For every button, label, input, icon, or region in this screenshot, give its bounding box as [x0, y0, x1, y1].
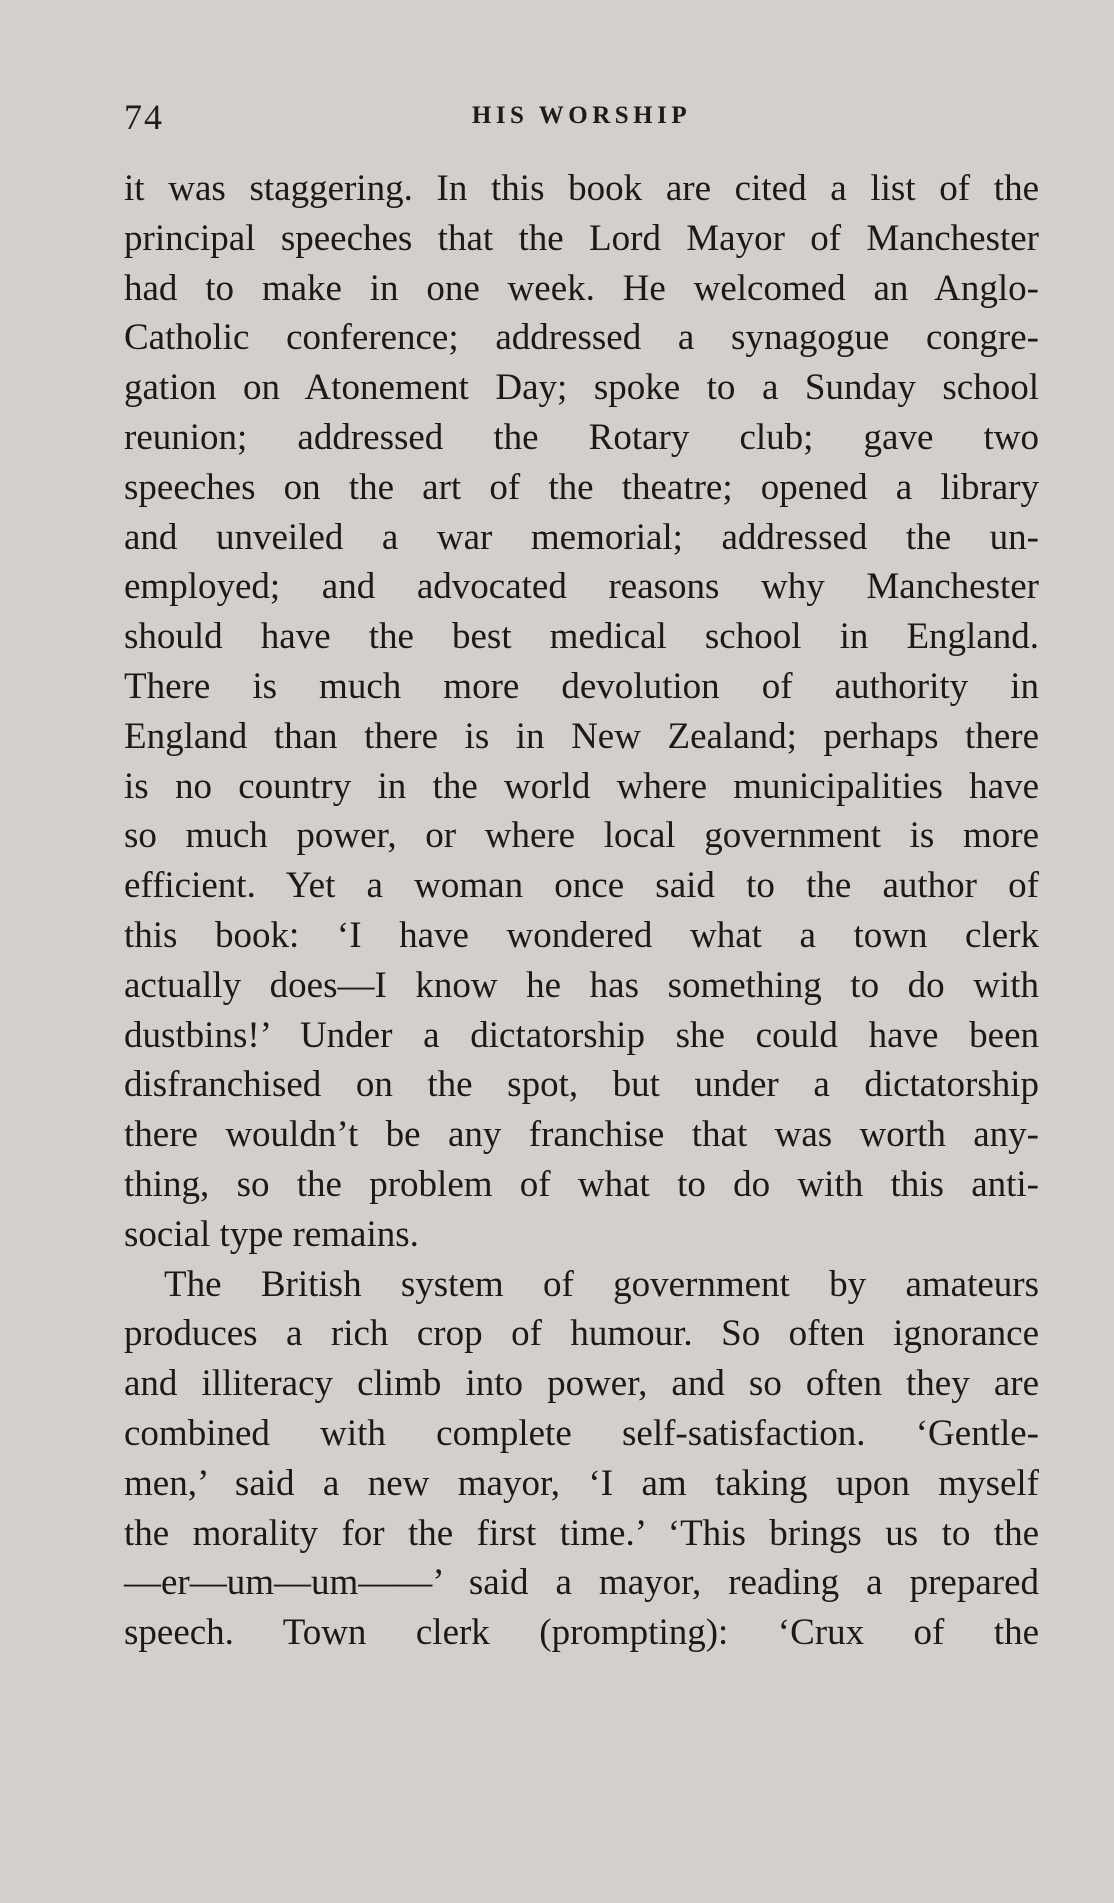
text-line: the morality for the first time.’ ‘This brings us to the: [124, 1512, 1039, 1554]
text-line: and unveiled a war memorial; addressed the un-: [124, 516, 1039, 558]
text-line: had to make in one week. He welcomed an Anglo-: [124, 267, 1039, 309]
text-line: should have the best medical school in England.: [124, 616, 1039, 658]
body-text: [124, 164, 1039, 1658]
text-line: is no country in the world where municipalities have: [124, 765, 1039, 807]
page-number: 74: [124, 97, 164, 137]
text-line: produces a rich crop of humour. So often ignorance: [124, 1313, 1039, 1355]
paragraph: [124, 164, 1039, 1260]
text-line: —er—um—um——’ said a mayor, reading a prepared: [124, 1562, 1039, 1604]
text-line: speech. Town clerk (prompting): ‘Crux of the: [124, 1612, 1039, 1654]
text-line: there wouldn’t be any franchise that was worth any-: [124, 1114, 1039, 1156]
text-line: this book: ‘I have wondered what a town clerk: [124, 914, 1039, 956]
text-line: Catholic conference; addressed a synagogue congre-: [124, 317, 1039, 359]
text-line: social type remains.: [124, 1213, 419, 1255]
paragraph: [124, 1260, 1039, 1658]
text-line: speeches on the art of the theatre; opened a library: [124, 466, 1039, 508]
text-line: efficient. Yet a woman once said to the author of: [124, 865, 1039, 907]
text-line: disfranchised on the spot, but under a dictatorship: [124, 1064, 1039, 1106]
text-line: principal speeches that the Lord Mayor of Manchester: [124, 217, 1039, 259]
text-line: dustbins!’ Under a dictatorship she could have been: [124, 1014, 1039, 1056]
text-line: employed; and advocated reasons why Manchester: [124, 566, 1039, 608]
text-line: actually does—I know he has something to do with: [124, 964, 1039, 1006]
text-line: thing, so the problem of what to do with this anti-: [124, 1163, 1039, 1205]
text-line: it was staggering. In this book are cited a list of the: [124, 168, 1039, 209]
text-line: The British system of government by amateurs: [164, 1263, 1039, 1305]
text-line: gation on Atonement Day; spoke to a Sunday school: [124, 367, 1039, 409]
text-line: men,’ said a new mayor, ‘I am taking upon myself: [124, 1462, 1039, 1504]
text-line: There is much more devolution of authority in: [124, 665, 1039, 707]
text-line: and illiteracy climb into power, and so often they are: [124, 1363, 1039, 1405]
running-head: HIS WORSHIP: [471, 102, 692, 129]
text-line: England than there is in New Zealand; perhaps there: [124, 715, 1039, 757]
page-header: [124, 96, 1039, 140]
text-line: combined with complete self-satisfaction. ‘Gentle-: [124, 1412, 1039, 1454]
text-line: reunion; addressed the Rotary club; gave two: [124, 416, 1039, 458]
text-line: so much power, or where local government is more: [124, 815, 1039, 857]
